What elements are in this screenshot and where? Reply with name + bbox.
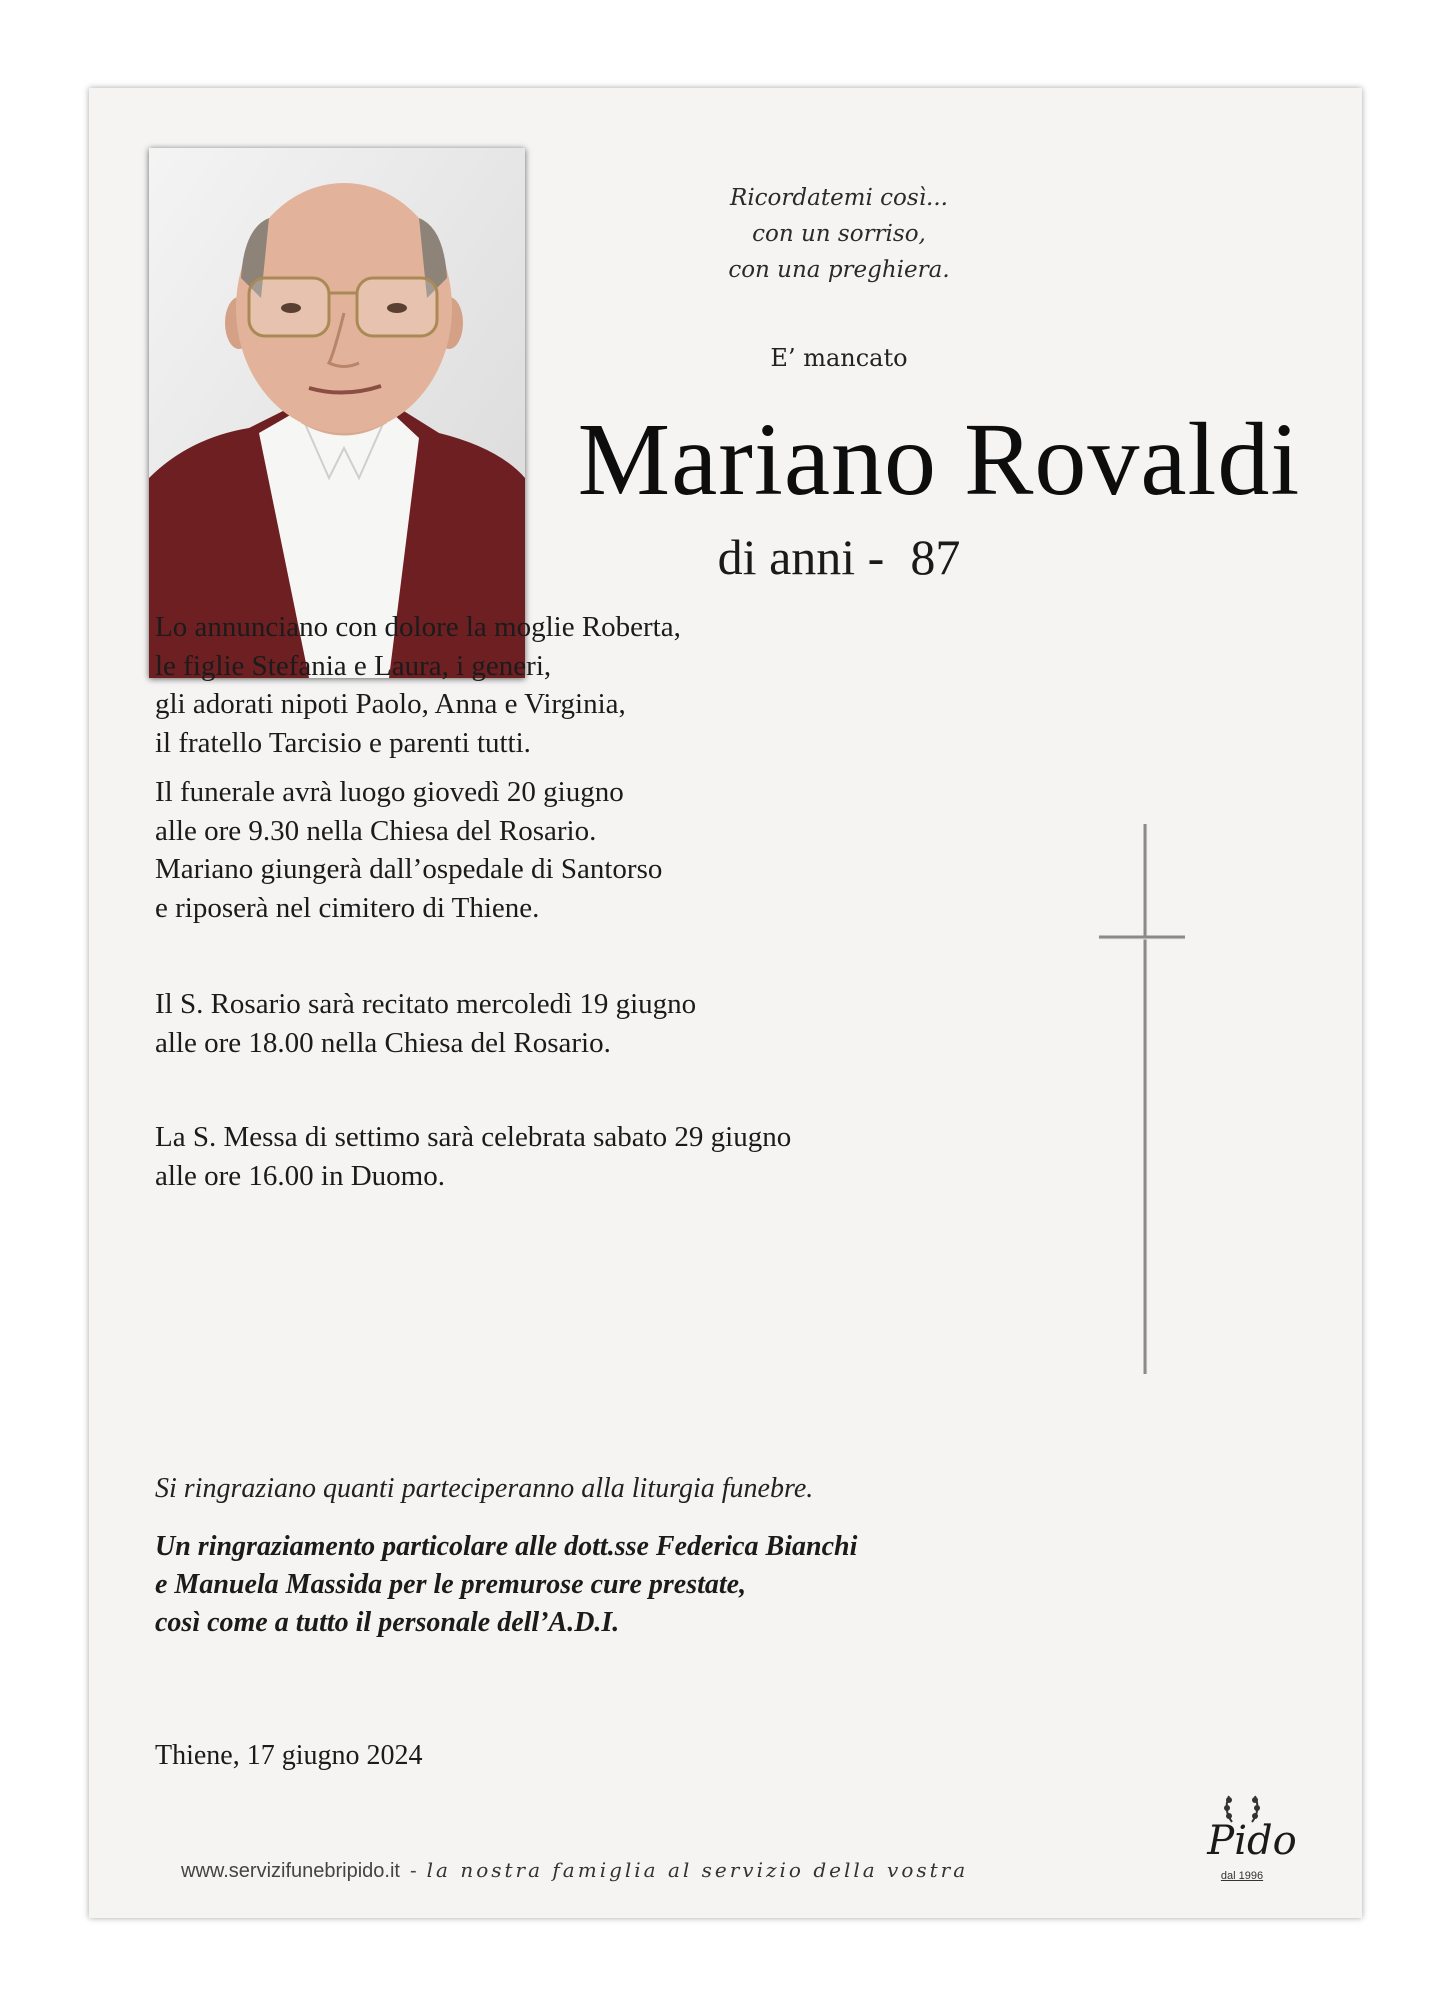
portrait-photo <box>149 148 525 678</box>
text-line: gli adorati nipoti Paolo, Anna e Virginia, <box>155 688 626 720</box>
text-line: alle ore 18.00 nella Chiesa del Rosario. <box>155 1026 611 1059</box>
special-thanks <box>155 1528 857 1642</box>
text-line: Un ringraziamento particolare alle dott.sse Federica Bianchi <box>155 1531 858 1562</box>
intro-text: E’ mancato <box>770 344 908 372</box>
cross-icon <box>1099 824 1189 1374</box>
text-line: alle ore 9.30 nella Chiesa del Rosario. <box>155 814 597 847</box>
text-line: La S. Messa di settimo sarà celebrata sabato 29 giugno <box>155 1121 792 1153</box>
text-line: alle ore 16.00 in Duomo. <box>155 1159 445 1192</box>
logo-subtitle: dal 1996 <box>1220 1870 1264 1882</box>
age-label: di anni - <box>717 529 885 585</box>
footer <box>181 1858 968 1883</box>
funeral-home-logo <box>1187 1788 1317 1888</box>
age-line <box>689 528 989 586</box>
general-thanks: Si ringraziano quanti parteciperanno alla liturgia funebre. <box>155 1473 814 1504</box>
text-line: Il S. Rosario sarà recitato mercoledì 19 giugno <box>155 988 697 1020</box>
rosary-paragraph <box>155 985 696 1062</box>
footer-separator: - <box>409 1860 417 1882</box>
deceased-name: Mariano Rovaldi <box>577 402 1301 517</box>
text-line: le figlie Stefania e Laura, i generi, <box>155 649 552 682</box>
obituary-card <box>89 88 1362 1918</box>
quote-line: con un sorriso, <box>752 221 926 247</box>
text-line: Lo annunciano con dolore la moglie Roberta, <box>155 611 681 643</box>
place-date: Thiene, 17 giugno 2024 <box>155 1740 423 1771</box>
text-line: il fratello Tarcisio e parenti tutti. <box>155 726 531 759</box>
footer-motto: la nostra famiglia al servizio della vostra <box>426 1858 969 1882</box>
memorial-quote <box>649 180 1029 288</box>
logo-name: Pido <box>1207 1818 1297 1864</box>
mass-paragraph <box>155 1118 791 1195</box>
age-value: 87 <box>910 529 961 585</box>
text-line: Mariano giungerà dall’ospedale di Santorso <box>155 853 663 885</box>
text-line: così come a tutto il personale dell’A.D.I. <box>155 1607 620 1638</box>
text-line: e Manuela Massida per le premurose cure prestate, <box>155 1569 747 1600</box>
quote-line: Ricordatemi così... <box>730 185 948 211</box>
text-line: Il funerale avrà luogo giovedì 20 giugno <box>155 776 624 808</box>
quote-line: con una preghiera. <box>728 257 950 283</box>
website-link[interactable]: www.servizifunebripido.it <box>181 1860 400 1882</box>
announcement-paragraph <box>155 608 681 762</box>
funeral-paragraph <box>155 773 662 927</box>
text-line: e riposerà nel cimitero di Thiene. <box>155 891 540 924</box>
